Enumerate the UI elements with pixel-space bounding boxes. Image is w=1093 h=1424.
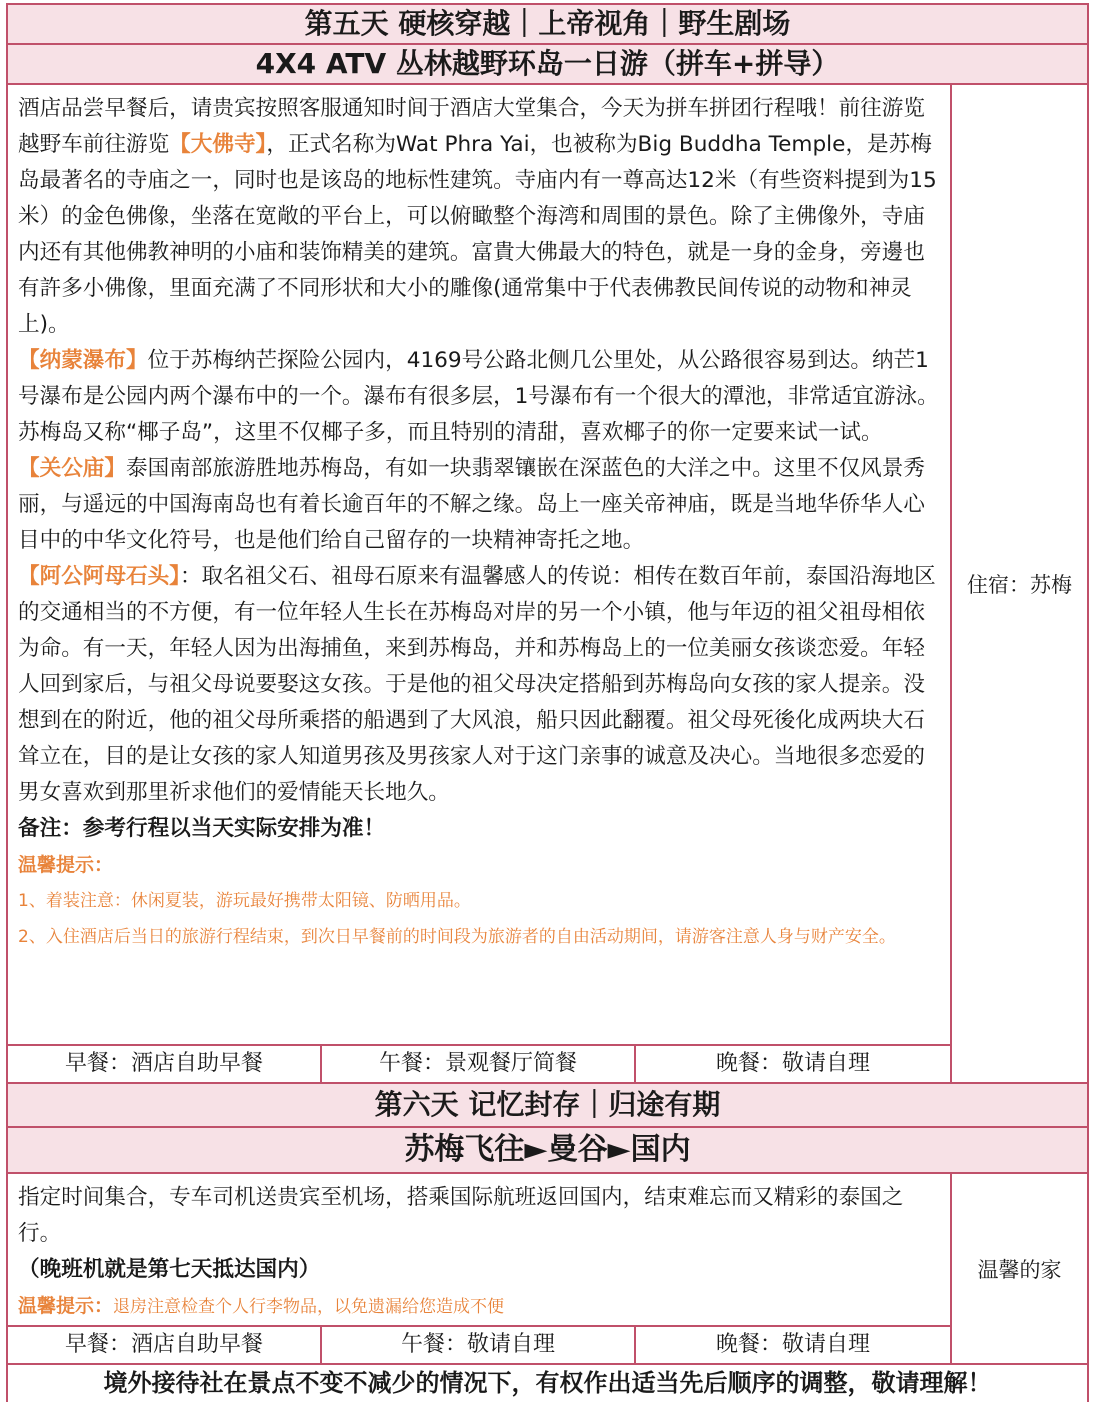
day6-content-row bbox=[7, 1173, 1088, 1326]
footer-notice: 境外接待社在景点不变不减少的情况下，有权作出适当先后顺序的调整，敬请理解！ bbox=[7, 1364, 1088, 1402]
footer-row bbox=[7, 1364, 1088, 1402]
namuang-text: 位于苏梅纳芒探险公园内，4169号公路北侧几公里处，从公路很容易到达。纳芒1号瀑布是公园内两个瀑布中的一个。瀑布有很多层，1号瀑布有一个很大的潭池，非常适宜游泳。苏梅岛又称“椰子岛”，这里不仅椰子多，而且特别的清甜，喜欢椰子的你一定要来试一试。 bbox=[18, 348, 939, 445]
day5-paragraph-temple bbox=[18, 451, 940, 559]
day5-note: 备注：参考行程以当天实际安排为准！ bbox=[18, 816, 386, 841]
day6-stay: 温馨的家 bbox=[951, 1173, 1088, 1364]
day5-paragraph-rocks bbox=[18, 559, 940, 811]
big-buddha-text: ，正式名称为Wat Phra Yai，也被称为Big Buddha Temple，是苏梅岛最著名的寺庙之一，同时也是该岛的地标性建筑。寺庙内有一尊高达12米（有些资料提到为15米）的金色佛像，坐落在宽敞的平台上，可以俯瞰整个海湾和周围的景色。除了主佛像外，寺庙内还有其他佛教神明的小庙和装饰精美的建筑。富貴大佛最大的特色，就是一身的金身，旁邊也有許多小佛像，里面充满了不同形状和大小的雕像(通常集中于代表佛教民间传说的动物和神灵上)。 bbox=[18, 132, 937, 337]
day6-note: （晚班机就是第七天抵达国内） bbox=[18, 1257, 321, 1282]
rock-text: ：取名祖父石、祖母石原来有温馨感人的传说：相传在数百年前，泰国沿海地区的交通相当的不方便，有一位年轻人生长在苏梅岛对岸的另一个小镇，他与年迈的祖父祖母相依为命。有一天，年轻人因为出海捕鱼，来到苏梅岛，并和苏梅岛上的一位美丽女孩谈恋爱。年轻人回到家后，与祖父母说要娶这女孩。于是他的祖父母决定搭船到苏梅岛向女孩的家人提亲。没想到在的附近，他的祖父母所乘搭的船遇到了大风浪，船只因此翻覆。祖父母死後化成两块大石耸立在，目的是让女孩的家人知道男孩及男孩家人对于这门亲事的诚意及决心。当地很多恋爱的男女喜欢到那里祈求他们的爱情能天长地久。 bbox=[18, 564, 936, 805]
day5-title-row bbox=[7, 4, 1088, 44]
day6-lunch: 午餐：敬请自理 bbox=[321, 1326, 635, 1364]
day5-lunch: 午餐：景观餐厅简餐 bbox=[321, 1045, 635, 1083]
day6-meal-row bbox=[7, 1326, 1088, 1364]
day6-content bbox=[7, 1173, 951, 1326]
day5-content bbox=[7, 84, 951, 1045]
day5-tip-1: 1、着装注意：休闲夏装，游玩最好携带太阳镜、防晒用品。 bbox=[18, 891, 471, 911]
rock-name: 【阿公阿母石头】 bbox=[18, 564, 180, 589]
day5-stay: 住宿：苏梅 bbox=[951, 84, 1088, 1083]
day5-breakfast: 早餐：酒店自助早餐 bbox=[7, 1045, 321, 1083]
day5-paragraph-buddha bbox=[18, 91, 940, 343]
day6-tips-title: 温馨提示： bbox=[18, 1295, 114, 1317]
day6-tips bbox=[18, 1288, 940, 1325]
day6-title-row bbox=[7, 1083, 1088, 1127]
day5-content-row bbox=[7, 84, 1088, 1045]
day5-paragraph-waterfall bbox=[18, 343, 940, 451]
day5-tip-2: 2、入住酒店后当日的旅游行程结束，到次日早餐前的时间段为旅游者的自由活动期间，请游客注意人身与财产安全。 bbox=[18, 927, 896, 947]
day5-intro: 酒店品尝早餐后，请贵宾按照客服通知时间于酒店大堂集合，今天为拼车拼团行程哦！前往游览越野车前往游览 bbox=[18, 96, 925, 157]
day5-tips-title: 温馨提示： bbox=[18, 854, 114, 876]
big-buddha-name: 【大佛寺】 bbox=[169, 132, 267, 157]
day6-tip: 退房注意检查个人行李物品，以免遗漏给您造成不便 bbox=[113, 1297, 505, 1317]
day5-dinner: 晚餐：敬请自理 bbox=[635, 1045, 951, 1083]
guangong-text: 泰国南部旅游胜地苏梅岛，有如一块翡翠镶嵌在深蓝色的大洋之中。这里不仅风景秀丽，与遥远的中国海南岛也有着长逾百年的不解之缘。岛上一座关帝神庙，既是当地华侨华人心目中的中华文化符号，也是他们给自己留存的一块精神寄托之地。 bbox=[18, 456, 925, 553]
day5-subtitle: 4X4 ATV 丛林越野环岛一日游（拼车+拼导） bbox=[7, 44, 1088, 84]
day5-meal-row bbox=[7, 1045, 1088, 1083]
day6-subtitle-row bbox=[7, 1127, 1088, 1173]
namuang-name: 【纳蒙瀑布】 bbox=[18, 348, 148, 373]
day5-title: 第五天 硬核穿越｜上帝视角｜野生剧场 bbox=[7, 4, 1088, 44]
itinerary-page bbox=[6, 3, 1087, 1402]
day6-intro: 指定时间集合，专车司机送贵宾至机场，搭乘国际航班返回国内，结束难忘而又精彩的泰国之行。 bbox=[18, 1185, 904, 1246]
day6-dinner: 晚餐：敬请自理 bbox=[635, 1326, 951, 1364]
day6-subtitle: 苏梅飞往►曼谷►国内 bbox=[7, 1127, 1088, 1173]
guangong-name: 【关公庙】 bbox=[18, 456, 126, 481]
day6-breakfast: 早餐：酒店自助早餐 bbox=[7, 1326, 321, 1364]
day6-title: 第六天 记忆封存｜归途有期 bbox=[7, 1083, 1088, 1127]
day5-subtitle-row bbox=[7, 44, 1088, 84]
itinerary-table bbox=[6, 3, 1089, 1402]
